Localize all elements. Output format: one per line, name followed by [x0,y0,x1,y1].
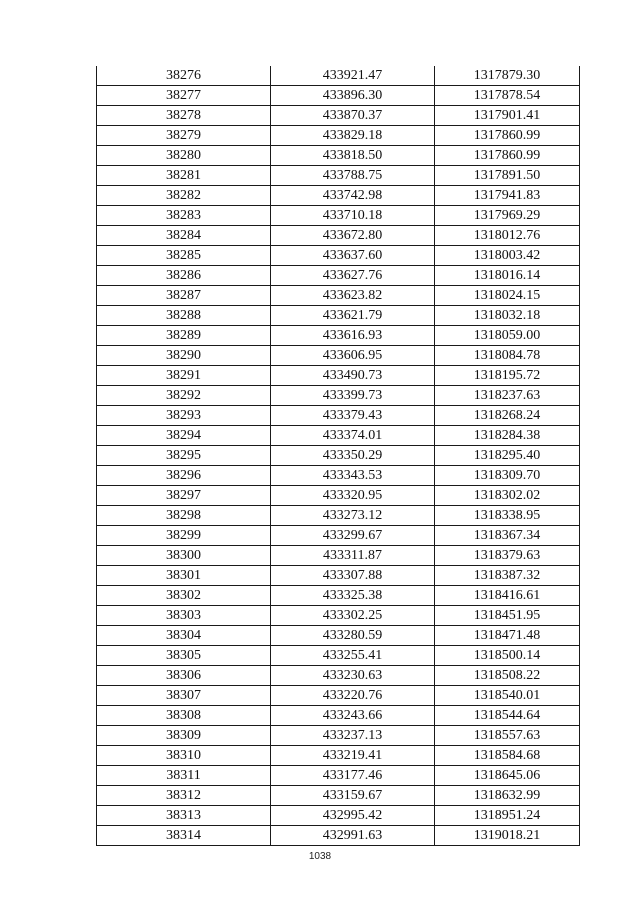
y-coordinate-cell: 1318309.70 [435,466,580,486]
table-row [97,566,580,586]
point-id-cell: 38303 [97,606,271,626]
table-row [97,526,580,546]
table-row [97,686,580,706]
y-coordinate-cell: 1318584.68 [435,746,580,766]
y-coordinate-cell: 1318195.72 [435,366,580,386]
table-row [97,486,580,506]
x-coordinate-cell: 433230.63 [271,666,435,686]
y-coordinate-cell: 1318500.14 [435,646,580,666]
y-coordinate-cell: 1318024.15 [435,286,580,306]
y-coordinate-cell: 1318379.63 [435,546,580,566]
x-coordinate-cell: 433299.67 [271,526,435,546]
x-coordinate-cell: 433177.46 [271,766,435,786]
point-id-cell: 38309 [97,726,271,746]
point-id-cell: 38278 [97,106,271,126]
y-coordinate-cell: 1318268.24 [435,406,580,426]
table-row [97,786,580,806]
point-id-cell: 38294 [97,426,271,446]
x-coordinate-cell: 433623.82 [271,286,435,306]
table-row [97,826,580,846]
y-coordinate-cell: 1318016.14 [435,266,580,286]
point-id-cell: 38304 [97,626,271,646]
point-id-cell: 38312 [97,786,271,806]
table-row [97,86,580,106]
point-id-cell: 38313 [97,806,271,826]
y-coordinate-cell: 1319018.21 [435,826,580,846]
x-coordinate-cell: 433637.60 [271,246,435,266]
point-id-cell: 38280 [97,146,271,166]
x-coordinate-cell: 433219.41 [271,746,435,766]
point-id-cell: 38276 [97,66,271,86]
point-id-cell: 38295 [97,446,271,466]
x-coordinate-cell: 433379.43 [271,406,435,426]
table-row [97,146,580,166]
table-body [97,66,580,846]
table-row [97,226,580,246]
y-coordinate-cell: 1317879.30 [435,66,580,86]
y-coordinate-cell: 1318003.42 [435,246,580,266]
point-id-cell: 38298 [97,506,271,526]
x-coordinate-cell: 433255.41 [271,646,435,666]
y-coordinate-cell: 1317878.54 [435,86,580,106]
y-coordinate-cell: 1318387.32 [435,566,580,586]
y-coordinate-cell: 1318645.06 [435,766,580,786]
table-row [97,166,580,186]
table-row [97,346,580,366]
table-row [97,286,580,306]
point-id-cell: 38292 [97,386,271,406]
point-id-cell: 38297 [97,486,271,506]
point-id-cell: 38287 [97,286,271,306]
x-coordinate-cell: 433921.47 [271,66,435,86]
x-coordinate-cell: 433302.25 [271,606,435,626]
y-coordinate-cell: 1317901.41 [435,106,580,126]
point-id-cell: 38301 [97,566,271,586]
x-coordinate-cell: 433829.18 [271,126,435,146]
y-coordinate-cell: 1318416.61 [435,586,580,606]
point-id-cell: 38293 [97,406,271,426]
table-row [97,726,580,746]
x-coordinate-cell: 433350.29 [271,446,435,466]
x-coordinate-cell: 432995.42 [271,806,435,826]
point-id-cell: 38299 [97,526,271,546]
point-id-cell: 38314 [97,826,271,846]
table-row [97,506,580,526]
x-coordinate-cell: 432991.63 [271,826,435,846]
point-id-cell: 38286 [97,266,271,286]
x-coordinate-cell: 433490.73 [271,366,435,386]
table-row [97,446,580,466]
x-coordinate-cell: 433343.53 [271,466,435,486]
point-id-cell: 38279 [97,126,271,146]
point-id-cell: 38285 [97,246,271,266]
table-row [97,126,580,146]
y-coordinate-cell: 1318540.01 [435,686,580,706]
y-coordinate-cell: 1317941.83 [435,186,580,206]
y-coordinate-cell: 1318338.95 [435,506,580,526]
x-coordinate-cell: 433742.98 [271,186,435,206]
x-coordinate-cell: 433818.50 [271,146,435,166]
table-row [97,646,580,666]
table-row [97,586,580,606]
point-id-cell: 38283 [97,206,271,226]
y-coordinate-cell: 1318059.00 [435,326,580,346]
table-row [97,806,580,826]
table-row [97,766,580,786]
point-id-cell: 38290 [97,346,271,366]
table-row [97,186,580,206]
y-coordinate-cell: 1318451.95 [435,606,580,626]
table-row [97,206,580,226]
x-coordinate-cell: 433243.66 [271,706,435,726]
point-id-cell: 38289 [97,326,271,346]
y-coordinate-cell: 1318284.38 [435,426,580,446]
point-id-cell: 38296 [97,466,271,486]
table-row [97,106,580,126]
y-coordinate-cell: 1317969.29 [435,206,580,226]
table-row [97,466,580,486]
x-coordinate-cell: 433325.38 [271,586,435,606]
y-coordinate-cell: 1317891.50 [435,166,580,186]
point-id-cell: 38284 [97,226,271,246]
y-coordinate-cell: 1317860.99 [435,146,580,166]
point-id-cell: 38277 [97,86,271,106]
point-id-cell: 38311 [97,766,271,786]
x-coordinate-cell: 433621.79 [271,306,435,326]
x-coordinate-cell: 433788.75 [271,166,435,186]
x-coordinate-cell: 433273.12 [271,506,435,526]
table-row [97,546,580,566]
table-row [97,66,580,86]
coordinates-table [96,66,580,846]
table-row [97,386,580,406]
point-id-cell: 38288 [97,306,271,326]
y-coordinate-cell: 1318237.63 [435,386,580,406]
x-coordinate-cell: 433320.95 [271,486,435,506]
y-coordinate-cell: 1318632.99 [435,786,580,806]
table-row [97,706,580,726]
x-coordinate-cell: 433627.76 [271,266,435,286]
y-coordinate-cell: 1318302.02 [435,486,580,506]
y-coordinate-cell: 1318367.34 [435,526,580,546]
x-coordinate-cell: 433870.37 [271,106,435,126]
point-id-cell: 38307 [97,686,271,706]
x-coordinate-cell: 433672.80 [271,226,435,246]
x-coordinate-cell: 433237.13 [271,726,435,746]
point-id-cell: 38282 [97,186,271,206]
x-coordinate-cell: 433606.95 [271,346,435,366]
point-id-cell: 38302 [97,586,271,606]
table-row [97,746,580,766]
point-id-cell: 38308 [97,706,271,726]
x-coordinate-cell: 433374.01 [271,426,435,446]
table-row [97,366,580,386]
x-coordinate-cell: 433159.67 [271,786,435,806]
table-row [97,326,580,346]
x-coordinate-cell: 433220.76 [271,686,435,706]
y-coordinate-cell: 1318032.18 [435,306,580,326]
y-coordinate-cell: 1318508.22 [435,666,580,686]
point-id-cell: 38306 [97,666,271,686]
point-id-cell: 38310 [97,746,271,766]
point-id-cell: 38300 [97,546,271,566]
y-coordinate-cell: 1318544.64 [435,706,580,726]
y-coordinate-cell: 1318471.48 [435,626,580,646]
table-row [97,266,580,286]
table-row [97,406,580,426]
x-coordinate-cell: 433896.30 [271,86,435,106]
page-number: 1038 [308,851,332,862]
x-coordinate-cell: 433710.18 [271,206,435,226]
y-coordinate-cell: 1318084.78 [435,346,580,366]
x-coordinate-cell: 433280.59 [271,626,435,646]
point-id-cell: 38281 [97,166,271,186]
table-row [97,626,580,646]
y-coordinate-cell: 1318295.40 [435,446,580,466]
table-row [97,306,580,326]
point-id-cell: 38305 [97,646,271,666]
x-coordinate-cell: 433616.93 [271,326,435,346]
y-coordinate-cell: 1318951.24 [435,806,580,826]
x-coordinate-cell: 433307.88 [271,566,435,586]
x-coordinate-cell: 433399.73 [271,386,435,406]
y-coordinate-cell: 1317860.99 [435,126,580,146]
point-id-cell: 38291 [97,366,271,386]
table-row [97,666,580,686]
x-coordinate-cell: 433311.87 [271,546,435,566]
table-row [97,246,580,266]
y-coordinate-cell: 1318012.76 [435,226,580,246]
y-coordinate-cell: 1318557.63 [435,726,580,746]
table-row [97,606,580,626]
table-row [97,426,580,446]
